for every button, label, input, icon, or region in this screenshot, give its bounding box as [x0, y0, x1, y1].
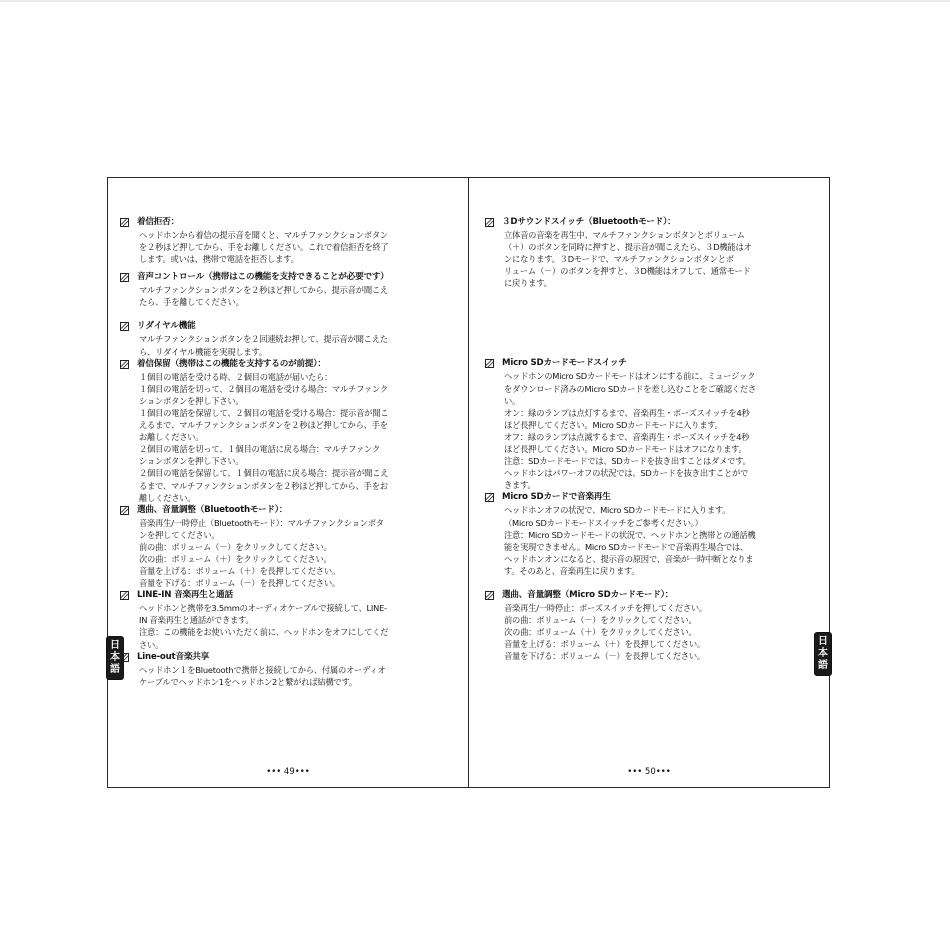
body-line: （＋）のボタンを同時に押すと、提示音が聞こえたら、３D機能はオ — [504, 242, 752, 253]
body-line: ションボタンを押し下さい。 — [139, 456, 244, 467]
body-line: ヘッドホン１をBluetoothで携帯と接続してから、付属のオーディオ — [139, 664, 386, 675]
body-line: します。或いは、携帯で電話を拒否します。 — [139, 254, 299, 265]
body-line: を２秒ほど押してから、手をお離しください。これで着信拒否を終了 — [139, 242, 389, 253]
manual-spread — [107, 177, 830, 788]
bullet-icon — [485, 493, 494, 502]
section-track-volume-bluetooth — [120, 504, 452, 590]
body-line: ヘッドホンオンになると、提示音の原因で、音楽が一時中断となりま — [504, 553, 754, 564]
body-line: 離しください。 — [139, 492, 196, 503]
body-line: 音楽再生/一時停止：ポーズスイッチを押してください。 — [504, 602, 707, 613]
body-line: 音楽再生/一時停止（Bluetoothモード）：マルチファンクションボタ — [139, 517, 384, 528]
body-line: きます。 — [504, 480, 536, 491]
section-heading: Line-out音楽共享 — [120, 651, 452, 664]
body-line: ヘッドホンオフの状況で、Micro SDカードモードに入ります。 — [504, 505, 731, 516]
body-line: 立体音の音楽を再生中、マルチファンクションボタンとボリューム — [504, 230, 745, 240]
body-line: さい。 — [139, 639, 164, 650]
body-line: い。 — [504, 395, 521, 406]
section-track-volume-sd — [485, 589, 815, 662]
section-voice-control — [120, 271, 452, 308]
body-line: 前の曲：ボリューム（－）をクリックしてください。 — [139, 541, 332, 552]
body-line: ヘッドホンはパワーオフの状況では、SDカードを抜き出すことがで — [504, 468, 749, 479]
page-49 — [108, 178, 468, 787]
body-line: をダウンロード済みのMicro SDカードを差し込むことをご確認くださ — [504, 383, 756, 394]
section-heading: 音声コントロール（携帯はこの機能を支持できることが必要です） — [120, 271, 452, 284]
body-line: １個目の電話を切って、２個目の電話を受ける場合：マルチファンク — [139, 383, 388, 394]
page-50-content — [485, 216, 815, 662]
body-line: ンを押してください。 — [139, 529, 220, 540]
body-line: 音量を下げる：ボリューム（－）を長押してください。 — [139, 578, 340, 589]
section-heading: 選曲、音量調整（Micro SDカードモード）： — [485, 589, 815, 602]
body-line: ら、リダイヤル機能を実現します。 — [139, 346, 267, 357]
body-line: 音量を上げる：ボリューム（＋）を長押してください。 — [504, 639, 705, 650]
section-heading: LINE-IN 音楽再生と通話 — [120, 589, 452, 602]
body-line: 注意：Micro SDカードモードの状況で、ヘッドホンと携帯との通話機 — [504, 529, 756, 540]
body-line: 次の曲：ボリューム（＋）をクリックしてください。 — [139, 553, 332, 564]
body-line: たら、手を離してください。 — [139, 297, 244, 308]
body-line: 注意：この機能をお使いいただく前に、ヘッドホンをオフにしてくだ — [139, 627, 389, 638]
body-line: １個目の電話を保留して、２個目の電話を受ける場合：提示音が聞こ — [139, 407, 389, 418]
section-heading: 着信保留（携帯はこの機能を支持するのが前提）： — [120, 358, 452, 371]
top-edge-line — [0, 0, 950, 2]
page-50 — [469, 178, 829, 787]
body-line: ンになります。３Dモードで、マルチファンクションボタンとボ — [504, 254, 734, 265]
body-line: ヘッドホンと携帯を3.5mmのオーディオケーブルで接続して、LINE- — [139, 603, 387, 614]
language-tab-left — [106, 636, 124, 680]
page-49-content — [120, 216, 452, 688]
tab-glyph: 語 — [110, 664, 120, 675]
body-line: お離しください。 — [139, 432, 204, 443]
body-line: 音量を下げる：ボリューム（－）を長押してください。 — [504, 651, 705, 662]
body-line: リューム（－）のボタンを押すと、３D機能はオフして、通常モード — [504, 266, 751, 277]
page-number: ••• 49••• — [266, 767, 310, 777]
bullet-icon — [120, 273, 129, 282]
section-heading: 選曲、音量調整（Bluetoothモード）： — [120, 504, 452, 517]
body-line: 次の曲：ボリューム（＋）をクリックしてください。 — [504, 627, 697, 638]
bullet-icon — [120, 218, 129, 227]
section-line-out — [120, 651, 452, 688]
body-line: えるまで、マルチファンクションボタンを２秒ほど押してから、手を — [139, 420, 388, 431]
bullet-icon — [485, 591, 494, 600]
body-line: （Micro SDカードモードスイッチをご参考ください。） — [504, 517, 703, 528]
section-heading: ３Dサウンドスイッチ（Bluetoothモード）： — [485, 216, 815, 229]
body-line: ２個目の電話を切って、１個目の電話に戻る場合：マルチファンク — [139, 444, 380, 455]
section-heading: 着信拒否： — [120, 216, 452, 229]
body-line: ケーブルでヘッドホン1をヘッドホン2と繋がれば結構です。 — [139, 676, 357, 687]
section-heading: Micro SDカードで音楽再生 — [485, 491, 815, 504]
body-line: １個目の電話を受ける時、２個目の電話が届いたら： — [139, 371, 333, 382]
bullet-icon — [120, 506, 129, 515]
page-number: ••• 50••• — [627, 767, 671, 777]
tab-glyph: 本 — [110, 652, 120, 663]
body-line: ションボタンを押し下さい。 — [139, 395, 244, 406]
section-line-in — [120, 589, 452, 650]
body-line: マルチファンクションボタンを２回連続お押して、提示音が聞こえた — [139, 334, 388, 345]
bullet-icon — [485, 218, 494, 227]
body-line: ほど長押してください。Micro SDカードモードはオフになります。 — [504, 444, 747, 455]
body-line: 前の曲：ボリューム（－）をクリックしてください。 — [504, 615, 697, 626]
section-heading: Micro SDカードモードスイッチ — [485, 357, 815, 370]
body-line: るまで、マルチファンクションボタンを２秒ほど押してから、手をお — [139, 480, 388, 491]
section-3d-sound — [485, 216, 815, 289]
section-sd-mode-switch — [485, 357, 815, 491]
body-line: IN 音楽再生と通話ができます。 — [139, 615, 254, 626]
bullet-icon — [120, 591, 129, 600]
section-sd-playback — [485, 491, 815, 577]
body-line: オフ：緑のランプは点滅するまで、音楽再生・ポーズスイッチを4秒 — [504, 431, 750, 442]
language-tab-right — [814, 632, 832, 676]
section-heading: リダイヤル機能 — [120, 320, 452, 333]
section-call-reject — [120, 216, 452, 265]
section-redial — [120, 320, 452, 357]
body-line: ヘッドホンのMicro SDカードモードはオンにする前に、ミュージック — [504, 371, 756, 382]
bullet-icon — [485, 359, 494, 368]
body-line: ２個目の電話を保留して、１個目の電話に戻る場合：提示音が聞こえ — [139, 468, 389, 479]
section-call-hold — [120, 358, 452, 504]
body-line: マルチファンクションボタンを２秒ほど押してから、提示音が聞こえ — [139, 285, 388, 296]
body-line: 注意：SDカードモードでは、SDカードを抜き出すことはダメです。 — [504, 456, 751, 467]
body-line: ヘッドホンから着信の提示音を聞くと、マルチファンクションボタン — [139, 230, 388, 240]
body-line: 能を実現できません。Micro SDカードモードで音楽再生場合では、 — [504, 541, 749, 552]
bullet-icon — [120, 322, 129, 331]
body-line: オン：緑のランプは点灯するまで、音楽再生・ポーズスイッチを4秒 — [504, 407, 750, 418]
body-line: 音量を上げる：ボリューム（＋）を長押してください。 — [139, 566, 340, 577]
body-line: す。そのあと、音楽再生に戻ります。 — [504, 565, 640, 576]
tab-glyph: 語 — [818, 660, 828, 671]
body-line: に戻ります。 — [504, 278, 552, 289]
bullet-icon — [120, 360, 129, 369]
tab-glyph: 日 — [818, 636, 828, 647]
body-line: ほど長押してください。Micro SDカードモードに入ります。 — [504, 419, 723, 430]
tab-glyph: 本 — [818, 648, 828, 659]
tab-glyph: 日 — [110, 640, 120, 651]
